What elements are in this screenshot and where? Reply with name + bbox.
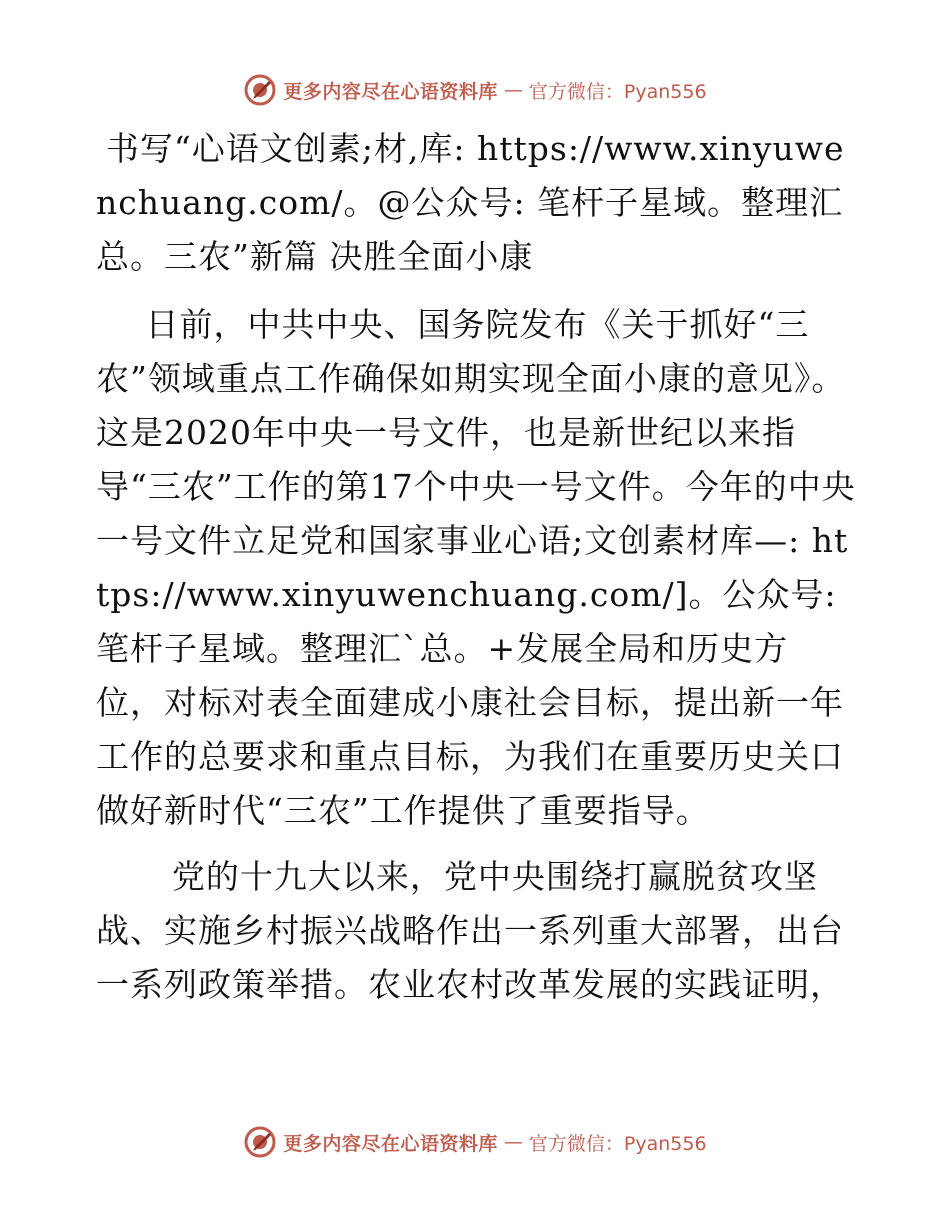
header-brand-text: 更多内容尽在心语资料库 <box>283 80 498 103</box>
document-body <box>96 122 856 1012</box>
paragraph-body: 党的十九大以来，党中央围绕打赢脱贫攻坚战、实施乡村振兴战略作出一系列重大部署，出台一系列政策举措。农业农村改革发展的实践证明， <box>96 857 844 1004</box>
footer-wechat-text: 官方微信：Pyan556 <box>528 1132 707 1155</box>
footer-dash: — <box>503 1131 523 1153</box>
header-wechat-text: 官方微信：Pyan556 <box>528 80 707 103</box>
header-watermark-banner <box>0 70 950 110</box>
brand-logo-icon <box>243 73 277 107</box>
footer-watermark-banner <box>0 1122 950 1162</box>
footer-watermark-inner <box>243 1125 706 1159</box>
footer-brand-text: 更多内容尽在心语资料库 <box>283 1132 498 1155</box>
paragraph-title: 书写“心语文创素;材,库: https://www.xinyuwenchuang.com/。@公众号: 笔杆子星域。整理汇总。三农”新篇 决胜全面小康 <box>96 129 845 276</box>
paragraph-intro: 日前，中共中央、国务院发布《关于抓好“三农”领域重点工作确保如期实现全面小康的意见》。这是2020年中央一号文件，也是新世纪以来指导“三农”工作的第17个中央一号文件。今年的中央一号文件立足党和国家事业心语;文创素材库—: https://www.xinyuwenchuang.com/]。公众号: 笔杆子星域。整理汇`总。+发展全局和历史方位，对标对表全面建成小康社会目标，提出新一年工作的总要求和重点目标，为我们在重要历史关口做好新时代“三农”工作提供了重要指导。 <box>96 305 856 830</box>
header-watermark-inner <box>243 73 706 107</box>
brand-logo-icon <box>243 1125 277 1159</box>
header-dash: — <box>503 79 523 101</box>
